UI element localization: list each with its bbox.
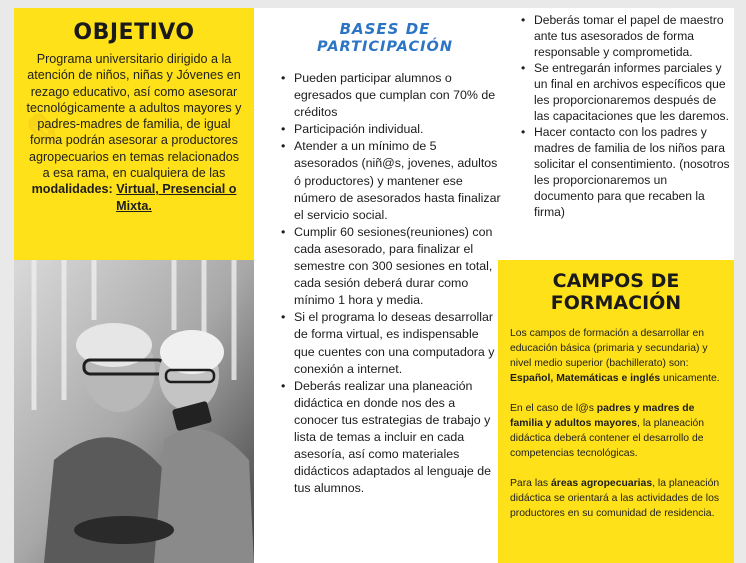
list-item: • Participación individual.: [280, 121, 502, 138]
campos-p3-end: , la planeación didáctica se orientará a las actividades de los productores en su comunidad de residencia.: [510, 478, 720, 519]
list-item: • Deberás tomar el papel de maestro ante tus asesorados de forma responsable y comprometida.: [518, 12, 730, 60]
campos-panel: [498, 260, 734, 563]
objetivo-panel: [14, 8, 254, 260]
campos-p1-text: Los campos de formación a desarrollar en educación básica (primaria y secundaria) y nivel medio superior (bachillerato) son:: [510, 328, 708, 369]
campos-p2-bold: padres y madres de familia y adultos mayores: [510, 403, 695, 429]
brochure-page: [14, 8, 734, 563]
bases-title: [282, 20, 488, 56]
list-item: • Deberás realizar una planeación didáctica en donde nos des a conocer tus estrategias de trabajo y lista de temas a incluir en cada asesoría, así como materiales didácticos adaptados al lenguaje de tus alumnos.: [280, 378, 502, 498]
campos-p3-text: Para las: [510, 478, 552, 489]
list-item: • Atender a un mínimo de 5 asesorados (niñ@s, jovenes, adultos ó productores) y mantener ese número de asesorados hasta finalizar el servicio social.: [280, 138, 502, 223]
campos-title: [498, 270, 734, 314]
objetivo-text-main: Programa universitario dirigido a la atención de niños, niñas y Jóvenes en rezago educativo, así como asesorar tecnológicamente a adultos mayores y padres-madres de familia, de igual forma podrán asesorar a productores agropecuarios en temas relacionados a esa rama, en cualquiera de las: [26, 52, 242, 181]
list-item: • Pueden participar alumnos o egresados que cumplan con 70% de créditos: [280, 70, 502, 121]
objetivo-text: [26, 51, 242, 214]
bases-title-line2: PARTICIPACIÓN: [317, 39, 453, 55]
modalidades-list: Virtual, Presencial o Mixta.: [116, 182, 237, 213]
list-item: • Si el programa lo deseas desarrollar de forma virtual, es indispensable que cuentes con una computadora y conexión a internet.: [280, 309, 502, 377]
campos-paragraph-2: [510, 401, 724, 461]
list-item: • Hacer contacto con los padres y madres de familia de los niños para solicitar el consentimiento. (nosotros les proporcionaremos un documento para que recaben la firma): [518, 124, 730, 220]
objetivo-title: OBJETIVO: [73, 20, 195, 45]
campos-p2-text: En el caso de l@s: [510, 403, 597, 414]
requirements-list: [518, 12, 730, 220]
campos-p1-end: unicamente.: [660, 373, 720, 384]
list-item: • Cumplir 60 sesiones(reuniones) con cada asesorado, para finalizar el semestre con 300 sesiones en total, cada sesión deberá durar como mínimo 1 hora y media.: [280, 224, 502, 309]
campos-title-line2: FORMACIÓN: [550, 292, 682, 314]
list-item: • Se entregarán informes parciales y un final en archivos específicos que les proporcionaremos después de las capacitaciones que les daremos.: [518, 60, 730, 124]
campos-paragraph-1: [510, 326, 724, 386]
bases-list: [280, 70, 502, 497]
modalidades-label: modalidades:: [31, 182, 113, 197]
photo-illustration: [14, 260, 254, 563]
campos-paragraph-3: [510, 476, 724, 521]
campos-text: [510, 326, 724, 536]
bases-title-line1: BASES DE: [339, 20, 431, 38]
campos-p3-bold: áreas agropecuarias: [551, 478, 653, 489]
campos-title-line1: CAMPOS DE: [552, 270, 680, 292]
decorative-watermark: ✎: [16, 102, 62, 160]
campos-p1-bold: Español, Matemáticas e inglés: [510, 373, 661, 384]
elderly-couple-photo: [14, 260, 254, 563]
campos-p2-end: , la planeación didáctica deberá contener el desarrollo de competencias tecnológicas.: [510, 418, 705, 459]
